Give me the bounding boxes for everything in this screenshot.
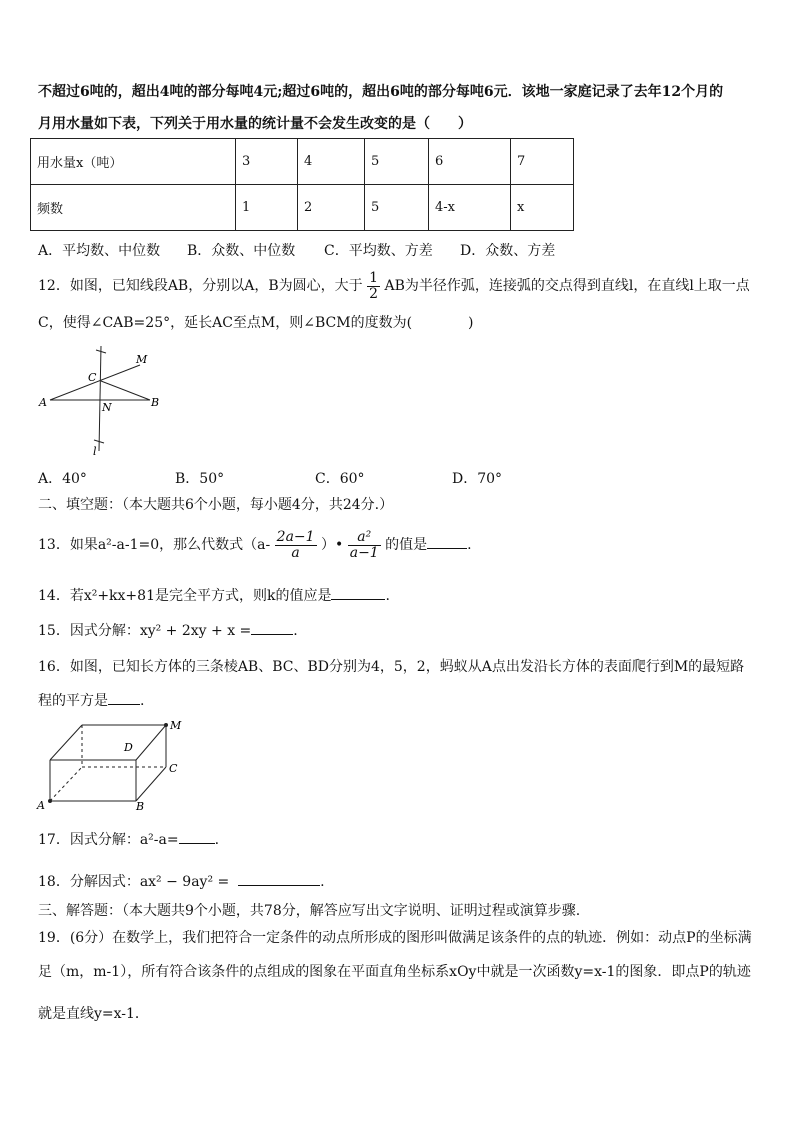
answer-blank xyxy=(427,534,467,549)
fraction-denominator: a−1 xyxy=(349,544,379,561)
q12-option-c: C．60° xyxy=(315,471,365,487)
period: . xyxy=(293,623,298,639)
table-cell: 频数 xyxy=(31,185,236,231)
q12-line-1 xyxy=(38,268,750,304)
q16-line-1: 16．如图，已知长方体的三条棱AB、BC、BD分别为4，5，2，蚂蚁从A点出发沿长方体的表面爬行到M的最短路 xyxy=(38,659,745,675)
label-c: C xyxy=(169,762,178,775)
q13-mid: ）• xyxy=(321,537,344,553)
table-cell: 6 xyxy=(429,139,511,185)
hidden-edge xyxy=(50,767,82,801)
period: . xyxy=(214,832,220,848)
q11-option-b: B．众数、中位数 xyxy=(187,243,296,259)
label-c: C xyxy=(88,371,97,384)
line-l xyxy=(99,346,101,451)
section-3-heading: 三、解答题：（本大题共9个小题，共78分，解答应写出文字说明、证明过程或演算步骤. xyxy=(38,903,581,919)
q13-prefix: 13．如果a²-a-1=0，那么代数式（a- xyxy=(38,537,271,553)
q19-line-2: 足（m，m-1），所有符合该条件的点组成的图象在平面直角坐标系xOy中就是一次函数y=x-1的图象．即点P的轨迹 xyxy=(38,964,751,980)
q13-suffix: 的值是 xyxy=(385,537,428,553)
label-d: D xyxy=(124,741,133,754)
q12-option-b: B．50° xyxy=(175,471,225,487)
label-l: l xyxy=(93,445,97,458)
segment-cb xyxy=(101,381,150,400)
label-n: N xyxy=(102,401,112,414)
edge xyxy=(136,725,166,760)
q13-line xyxy=(38,524,472,566)
edge xyxy=(136,767,166,801)
q14-line xyxy=(38,585,390,605)
fraction-a2-over-a-1 xyxy=(348,530,381,561)
q16-text: 程的平方是 xyxy=(38,693,108,709)
point-m xyxy=(164,723,168,727)
answer-blank xyxy=(108,690,140,705)
label-b: B xyxy=(136,800,145,813)
water-usage-table xyxy=(30,138,574,231)
answer-blank xyxy=(238,871,320,886)
label-a: A xyxy=(37,799,45,812)
q18-text: 18．分解因式：ax² − 9ay² = xyxy=(38,874,230,890)
table-cell: 5 xyxy=(365,139,429,185)
table-row xyxy=(31,139,574,185)
period: . xyxy=(467,537,472,553)
answer-blank xyxy=(331,585,385,600)
table-cell: 5 xyxy=(365,185,429,231)
label-b: B xyxy=(151,396,160,409)
fraction-half xyxy=(367,271,380,302)
fraction-numerator: a² xyxy=(348,530,381,546)
q12-text-b: AB为半径作弧，连接弧的交点得到直线l，在直线l上取一点 xyxy=(384,278,750,294)
q19-line-3: 就是直线y=x-1． xyxy=(38,1006,149,1022)
q15-text: 15．因式分解：xy² + 2xy + x = xyxy=(38,623,252,639)
q16-line-2 xyxy=(38,690,144,710)
q15-line xyxy=(38,620,298,640)
label-m: M xyxy=(170,719,182,732)
table-cell: x xyxy=(511,185,574,231)
fraction-numerator: 1 xyxy=(369,269,378,286)
perpendicular-bisector-figure xyxy=(36,343,176,458)
q11-option-c: C．平均数、方差 xyxy=(324,243,433,259)
q12-text-a: 12．如图，已知线段AB，分别以A，B为圆心，大于 xyxy=(38,278,363,294)
table-cell: 7 xyxy=(511,139,574,185)
table-cell: 4-x xyxy=(429,185,511,231)
q19-line-1: 19．(6分）在数学上，我们把符合一定条件的动点所形成的图形叫做满足该条件的点的轨迹．例如：动点P的坐标满 xyxy=(38,930,752,946)
q17-line xyxy=(38,829,219,849)
q12-line-2: C，使得∠CAB=25°，延长AC至点M，则∠BCM的度数为( ) xyxy=(38,315,474,331)
period: . xyxy=(385,588,390,604)
table-cell: 4 xyxy=(298,139,365,185)
table-cell: 用水量x（吨） xyxy=(31,139,236,185)
period: . xyxy=(320,874,325,890)
answer-blank xyxy=(251,620,293,635)
table-cell: 1 xyxy=(236,185,298,231)
q11-option-d: D．众数、方差 xyxy=(460,243,556,259)
section-2-heading: 二、填空题：（本大题共6个小题，每小题4分，共24分.） xyxy=(38,497,394,513)
period: . xyxy=(140,693,145,709)
point-a xyxy=(48,799,52,803)
intro-line-2: 月用水量如下表，下列关于用水量的统计量不会发生改变的是（ ） xyxy=(38,116,472,132)
table-row xyxy=(31,185,574,231)
q12-option-d: D．70° xyxy=(452,471,503,487)
label-m: M xyxy=(136,353,148,366)
q11-option-a: A．平均数、中位数 xyxy=(38,243,161,259)
edge xyxy=(50,725,82,760)
table-cell: 3 xyxy=(236,139,298,185)
fraction-denominator: a xyxy=(291,544,300,561)
q12-option-a: A．40° xyxy=(38,471,87,487)
intro-line-1: 不超过6吨的，超出4吨的部分每吨4元;超过6吨的，超出6吨的部分每吨6元．该地一家庭记录了去年12个月的 xyxy=(38,84,724,100)
q14-text: 14．若x²+kx+81是完全平方式，则k的值应是 xyxy=(38,588,332,604)
answer-blank xyxy=(179,829,215,844)
label-a: A xyxy=(39,396,47,409)
cuboid-figure xyxy=(36,715,196,813)
fraction-denominator: 2 xyxy=(369,285,378,302)
q17-text: 17．因式分解：a²-a= xyxy=(38,832,179,848)
q18-line xyxy=(38,871,325,891)
table-cell: 2 xyxy=(298,185,365,231)
fraction-numerator: 2a−1 xyxy=(276,528,315,545)
fraction-2a-1-over-a xyxy=(275,530,317,561)
